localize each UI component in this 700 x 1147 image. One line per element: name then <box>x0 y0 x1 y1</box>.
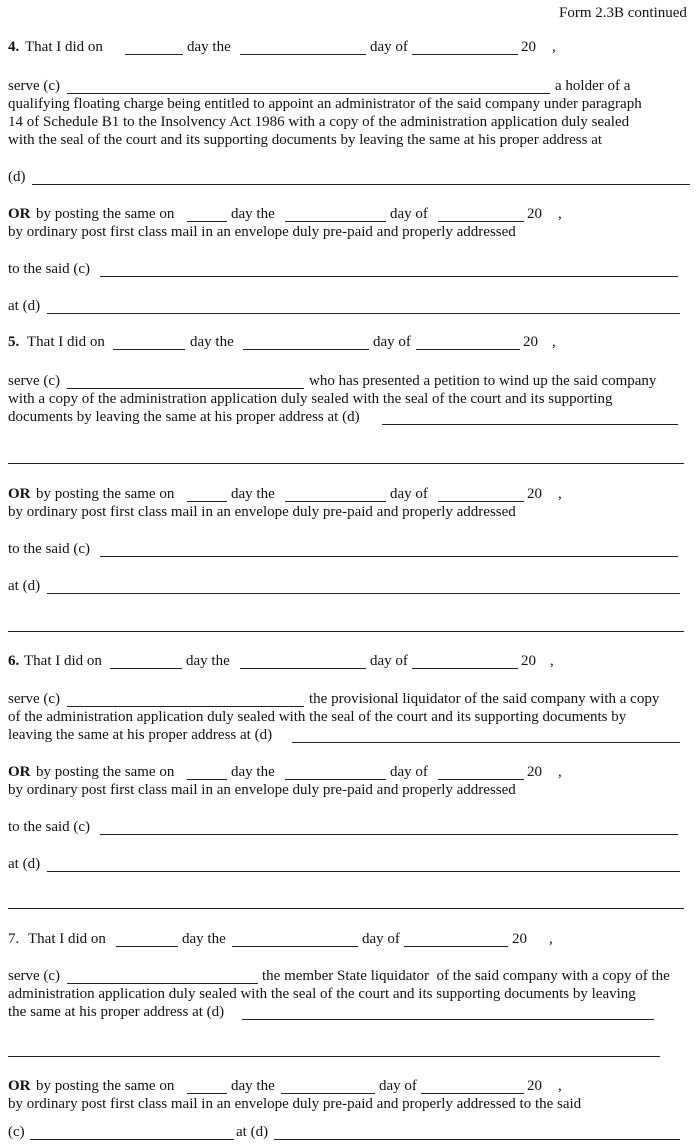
s7-day-number-field[interactable] <box>116 946 178 947</box>
s5-to-said-field[interactable] <box>100 556 678 557</box>
s4-address-field[interactable] <box>32 184 690 185</box>
s4-post-year-prefix: 20 <box>527 206 542 222</box>
s5-serve-name-field[interactable] <box>67 388 304 389</box>
s5-at-field[interactable] <box>47 593 680 594</box>
s4-at-field[interactable] <box>47 313 680 314</box>
s5-post-year-prefix: 20 <box>527 486 542 502</box>
s7-serve-name-field[interactable] <box>67 983 258 984</box>
s4-body-line-3: with the seal of the court and its supporting documents by leaving the same at his proper address at <box>8 132 603 148</box>
s6-address-field[interactable] <box>292 742 680 743</box>
s4-did-on-label: That I did on <box>25 39 103 55</box>
s6-post-day-the-label: day the <box>231 764 275 780</box>
s5-post-day-field[interactable] <box>187 501 227 502</box>
s5-post-line: by ordinary post first class mail in an envelope duly pre-paid and properly addressed <box>8 504 516 520</box>
s7-at-field[interactable] <box>274 1139 680 1140</box>
s6-day-number-field[interactable] <box>110 668 182 669</box>
s4-day-the-label: day the <box>187 39 231 55</box>
form-label: Form 2.3B continued <box>559 5 687 21</box>
s6-post-day-field[interactable] <box>187 779 227 780</box>
s4-post-dayname-field[interactable] <box>285 221 386 222</box>
s5-body-line: with a copy of the administration application duly sealed with the seal of the court and its supporting <box>8 391 613 407</box>
s6-to-said-label: to the said (c) <box>8 819 91 835</box>
s5-post-day-the-label: day the <box>231 486 275 502</box>
s7-day-of-label: day of <box>362 931 400 947</box>
s5-to-said-label: to the said (c) <box>8 541 91 557</box>
s7-same-text: the same at his proper address at (d) <box>8 1004 225 1020</box>
s6-provisional-text: the provisional liquidator of the said company with a copy <box>309 691 660 707</box>
s6-day-of-label: day of <box>370 653 408 669</box>
s6-year-prefix: 20 <box>521 653 536 669</box>
s7-address-field[interactable] <box>242 1019 654 1020</box>
s4-holder-text: a holder of a <box>555 78 631 94</box>
s7-serve-label: serve (c) <box>8 968 61 984</box>
s5-day-name-field[interactable] <box>243 349 369 350</box>
s6-did-on-label: That I did on <box>24 653 102 669</box>
s4-body-line-2: 14 of Schedule B1 to the Insolvency Act 1986 with a copy of the administration application duly sealed <box>8 114 630 130</box>
s5-petition-text: who has presented a petition to wind up the said company <box>309 373 657 389</box>
s7-post-day-of-label: day of <box>379 1078 417 1094</box>
s4-post-line: by ordinary post first class mail in an envelope duly pre-paid and properly addressed <box>8 224 516 240</box>
s5-post-day-of-label: day of <box>390 486 428 502</box>
s5-post-comma: , <box>558 486 562 502</box>
s7-at-label: at (d) <box>236 1124 269 1140</box>
s4-or-label: OR <box>8 206 31 222</box>
s6-to-said-field[interactable] <box>100 834 678 835</box>
s7-body-line: administration application duly sealed with the seal of the court and its supporting documents by leaving <box>8 986 636 1002</box>
s6-post-year-prefix: 20 <box>527 764 542 780</box>
s7-post-day-the-label: day the <box>231 1078 275 1094</box>
s4-to-said-label: to the said (c) <box>8 261 91 277</box>
s4-body-line-1: qualifying floating charge being entitled to appoint an administrator of the said company under paragraph <box>8 96 642 112</box>
s6-serve-name-field[interactable] <box>67 706 304 707</box>
s6-day-name-field[interactable] <box>240 668 366 669</box>
s7-day-name-field[interactable] <box>232 946 358 947</box>
s7-post-year-prefix: 20 <box>527 1078 542 1094</box>
s5-docs-text: documents by leaving the same at his proper address at (d) <box>8 409 360 425</box>
s6-at-field[interactable] <box>47 871 680 872</box>
s6-day-the-label: day the <box>186 653 230 669</box>
s5-or-label: OR <box>8 486 31 502</box>
s7-day-the-label: day the <box>182 931 226 947</box>
s7-month-field[interactable] <box>404 946 508 947</box>
s7-c-field[interactable] <box>30 1139 234 1140</box>
s4-to-said-field[interactable] <box>100 276 678 277</box>
s6-leaving-text: leaving the same at his proper address at (d) <box>8 727 273 743</box>
s5-address-field[interactable] <box>382 424 678 425</box>
s4-post-month-field[interactable] <box>438 221 524 222</box>
s6-post-line: by ordinary post first class mail in an envelope duly pre-paid and properly addressed <box>8 782 516 798</box>
s7-member-text: the member State liquidator of the said company with a copy of the <box>262 968 670 984</box>
s6-at-field-2[interactable] <box>8 908 684 909</box>
s4-comma: , <box>552 39 556 55</box>
s7-post-comma: , <box>558 1078 562 1094</box>
s5-did-on-label: That I did on <box>27 334 105 350</box>
s5-year-prefix: 20 <box>523 334 538 350</box>
s4-at-label: at (d) <box>8 298 41 314</box>
s5-day-of-label: day of <box>373 334 411 350</box>
s6-posting-label: by posting the same on <box>36 764 175 780</box>
s6-post-day-of-label: day of <box>390 764 428 780</box>
s4-month-field[interactable] <box>412 54 518 55</box>
s4-year-prefix: 20 <box>521 39 536 55</box>
s7-c-label: (c) <box>8 1124 25 1140</box>
s7-year-prefix: 20 <box>512 931 527 947</box>
s4-post-day-of-label: day of <box>390 206 428 222</box>
s6-or-label: OR <box>8 764 31 780</box>
s6-month-field[interactable] <box>412 668 518 669</box>
s5-day-number-field[interactable] <box>113 349 185 350</box>
s5-comma: , <box>552 334 556 350</box>
s7-comma: , <box>549 931 553 947</box>
s6-post-comma: , <box>558 764 562 780</box>
s6-comma: , <box>550 653 554 669</box>
s4-serve-name-field[interactable] <box>67 93 550 94</box>
s6-body-line: of the administration application duly sealed with the seal of the court and its supporting documents by <box>8 709 627 725</box>
s7-or-label: OR <box>8 1078 31 1094</box>
s6-post-dayname-field[interactable] <box>285 779 386 780</box>
s6-post-month-field[interactable] <box>438 779 524 780</box>
s4-day-name-field[interactable] <box>240 54 366 55</box>
s5-serve-label: serve (c) <box>8 373 61 389</box>
s7-post-line: by ordinary post first class mail in an envelope duly pre-paid and properly addressed to the said <box>8 1096 582 1112</box>
s7-did-on-label: That I did on <box>28 931 106 947</box>
s6-number: 6. <box>8 653 20 669</box>
s7-post-day-field[interactable] <box>187 1093 227 1094</box>
s5-address-field-2[interactable] <box>8 463 684 464</box>
s5-at-field-2[interactable] <box>8 631 684 632</box>
s4-serve-label: serve (c) <box>8 78 61 94</box>
s7-post-month-field[interactable] <box>421 1093 524 1094</box>
s4-post-day-the-label: day the <box>231 206 275 222</box>
s6-at-label: at (d) <box>8 856 41 872</box>
s4-address-label: (d) <box>8 169 26 185</box>
s5-post-dayname-field[interactable] <box>285 501 386 502</box>
s4-post-comma: , <box>558 206 562 222</box>
s5-day-the-label: day the <box>190 334 234 350</box>
s7-address-field-2[interactable] <box>8 1056 660 1057</box>
s7-post-dayname-field[interactable] <box>281 1093 375 1094</box>
s4-number: 4. <box>8 39 20 55</box>
s5-post-month-field[interactable] <box>438 501 524 502</box>
s5-posting-label: by posting the same on <box>36 486 175 502</box>
s4-day-of-label: day of <box>370 39 408 55</box>
s7-posting-label: by posting the same on <box>36 1078 175 1094</box>
s4-posting-label: by posting the same on <box>36 206 175 222</box>
s4-day-number-field[interactable] <box>125 54 183 55</box>
s5-month-field[interactable] <box>416 349 520 350</box>
s7-number: 7. <box>8 931 20 947</box>
s5-at-label: at (d) <box>8 578 41 594</box>
s4-post-day-field[interactable] <box>187 221 227 222</box>
s6-serve-label: serve (c) <box>8 691 61 707</box>
s5-number: 5. <box>8 334 20 350</box>
